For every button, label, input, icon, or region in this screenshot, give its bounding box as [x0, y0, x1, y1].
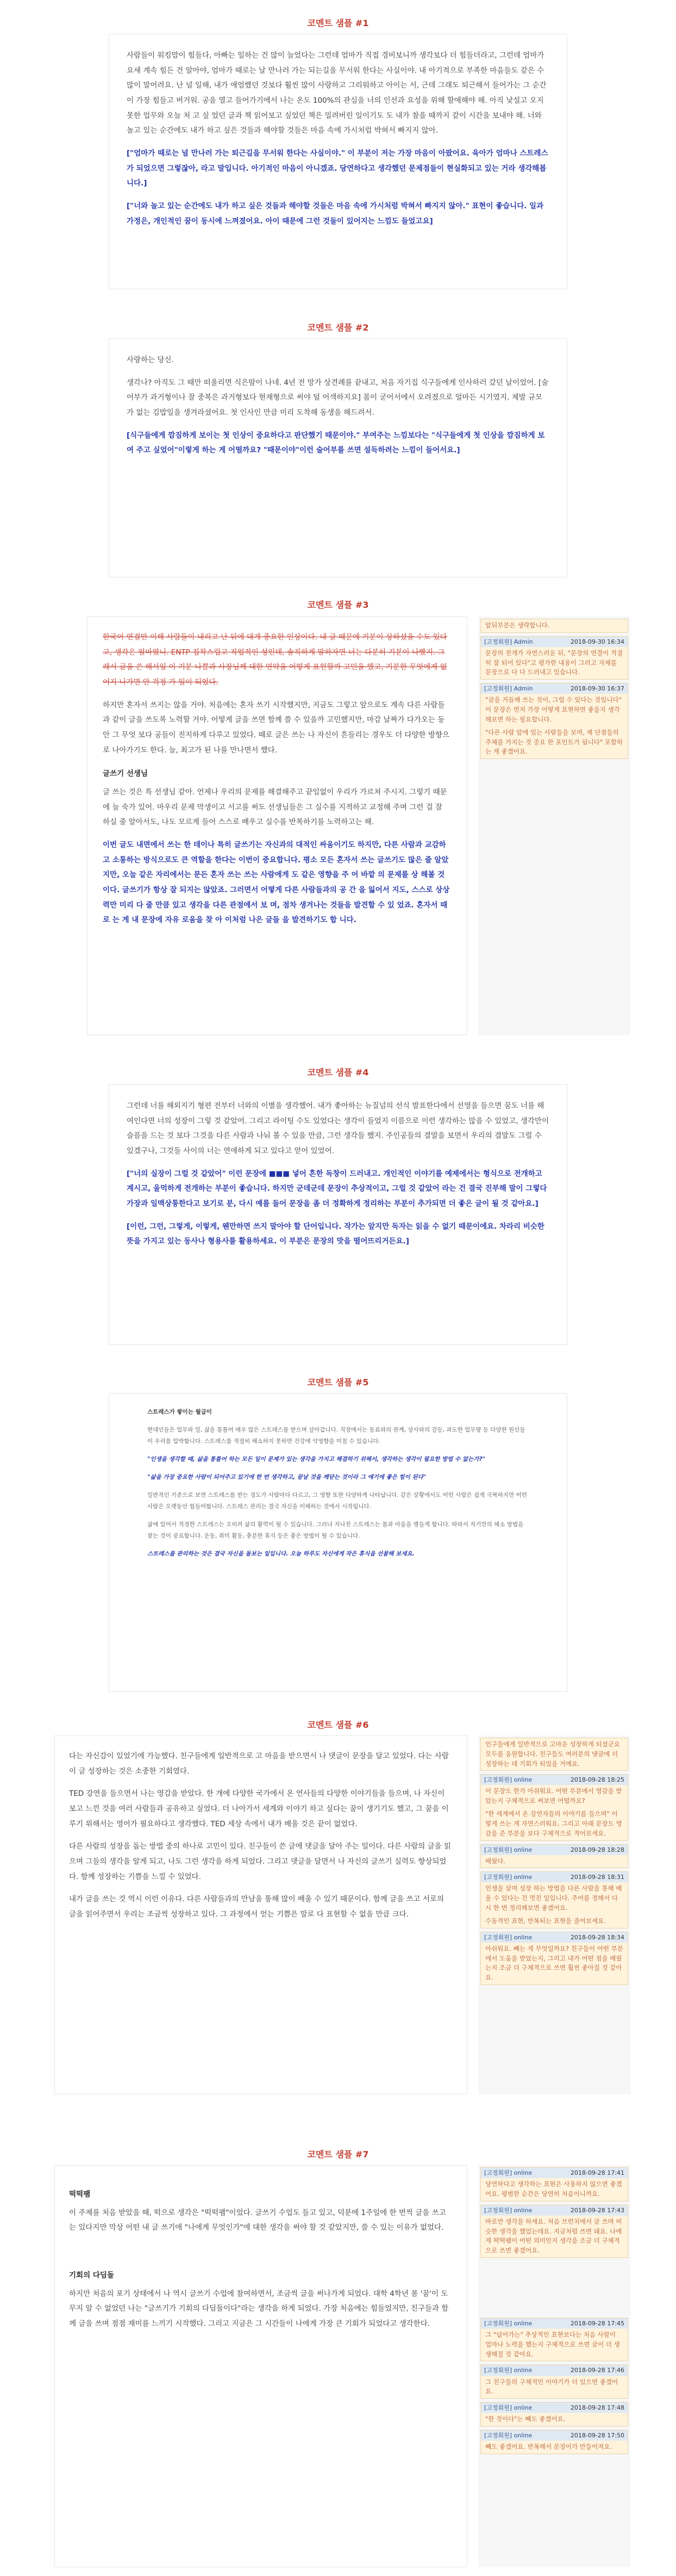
comment-body: "글을 거듭해 쓰는 것이, 그럴 수 있다는 것입니다" 이 문장은 먼저 가장 어떻게 표현하면 좋을지 생각해보면 하는 필요합니다.: [485, 696, 622, 723]
comment-time: 2018-09-28 17:43: [570, 2206, 624, 2214]
sample4-title: 코멘트 샘플 #4: [307, 1067, 369, 1078]
comment-author: [고정회원] online: [484, 1776, 533, 1784]
sample7-paragraph-1: 이 주제를 처음 받았을 때, 떡으로 생각은 "떡떡팸"이었다. 글쓰기 수업도 들고 있고, 덕분에 1주일에 한 번씩 글을 쓰고는 있다지만 막상 어떤 내 글 쓰기에 "나에게 무엇인가"에 대한 생각을 써야 할 것 같았지만, 쓸 수 있는 이유가 없었다.: [69, 2208, 446, 2232]
comment-time: 2018-09-28 17:48: [570, 2404, 624, 2412]
sample6-comment-3[interactable]: [480, 1871, 628, 1928]
sample5-paragraph-2: 일반적인 기준으로 보면 스트레스를 받는 정도가 사람마다 다르고, 그 영향 또한 다양하게 나타납니다. 같은 상황에서도 어떤 사람은 쉽게 극복하지만 어떤 사람은 오랫동안 힘들어합니다. 스트레스 관리는 결국 자신을 이해하는 것에서 시작됩니다.: [147, 1492, 527, 1510]
comment-body: 인구들에게 일반적으로 고마운 성장하게 되셨군요 모두를 응원합니다. 친구들도 여러분의 댓글에 더 성장하는 데 기회가 되었을 거예요.: [485, 1740, 620, 1768]
sample7-comment-5[interactable]: [480, 2402, 628, 2426]
sample7-subheading-1: 떡떡팸: [69, 2190, 91, 2199]
comment-time: 2018-09-28 17:50: [570, 2431, 624, 2439]
comment-body: 바로만 생각을 하세요. 처음 브런치에서 글 쓰며 비슷한 생각을 했었는데요. 지금처럼 쓰면 돼요. 나에게 떡떡팸이 어떤 의미인지 생각을 조금 더 구체적으로 쓰면 좋겠어요.: [485, 2217, 622, 2255]
comment-author: [고정회원] online: [484, 1933, 533, 1941]
comment-body-extra: "다른 사람 앞에 있는 사람들을 보며, 제 단점들의 주체를 가지는 것 중요 한 포인트가 됩니다" 포함하는 게 좋겠어요.: [485, 728, 623, 756]
sample5-document: [109, 1393, 567, 1692]
sample2-title: 코멘트 샘플 #2: [307, 322, 369, 333]
sample4-comment-2: [이런, 그런, 그렇게, 이렇게, 웬만하면 쓰지 말아야 할 단어입니다. 작가는 앞지만 독자는 읽을 수 없기 때문이에요. 차라리 비슷한 뜻을 가지고 있는 동사나 형용사를 활용하세요. 이 부분은 문장의 맛을 떨어뜨리거든요.]: [127, 1222, 544, 1246]
sample3-comment-1[interactable]: [480, 636, 628, 680]
sample6-paragraph-4: 내가 글을 쓰는 것 역시 이런 이유다. 다른 사람들과의 만남을 통해 많이 배울 수 있기 때문이다. 함께 글을 쓰고 서로의 글을 읽어주면서 우리는 조금씩 성장하고 있다. 그 과정에서 얻는 기쁨은 말로 다 표현할 수 없을 만큼 크다.: [69, 1895, 445, 1919]
comment-body: 빼도 좋겠어요. 반복해서 문장이가 만들어져요.: [485, 2443, 612, 2451]
sample3-subheading: 글쓰기 선생님: [103, 769, 148, 779]
comment-body: 앞뒤부분은 생략합니다.: [485, 621, 550, 629]
sample5-heading: 스트레스가 쌓이는 월급이: [147, 1409, 212, 1415]
comment-author: [고정회원] online: [484, 2367, 533, 2374]
sample7-comment-4[interactable]: [480, 2365, 628, 2399]
comment-body: 이 문장도 한가 아쉬워요. 어떤 부분에서 영감을 받았는지 구체적으로 써보면 어떨까요?: [485, 1787, 622, 1805]
sample3-comment-sidebar: [478, 617, 630, 1035]
sample6-paragraph-2: TED 강연을 들으면서 나는 영감을 받았다. 한 개에 다양한 국가에서 온 연사들의 다양한 이야기들을 들으며, 나 자신이 보고 느낀 것을 여러 사람들과 공유하고 싶었다. 더 나아가서 세계와 이야기 하고 싶다는 꿈이 생기기도 했고, 그 꿈을 이루기 위해서는 영어가 필요하다고 생각했다. TED 세상 속에서 내가 배울 것은 끝이 없었다.: [69, 1789, 449, 1828]
sample7-comment-sidebar: [478, 2165, 630, 2567]
sample3-struck-paragraph: 한국어 연결만 이해 사람들이 내리고 난 뒤에 대개 중요한 인상이다. 내 글 때문에 기분이 상하셨을 수도 있다고, 생각은 얼마였니. ENTP 집착스럽고 직업적인 성인데, 솔직하게 말하자면 너는 다분히 기분이 나빴지. 그래서 글을 쓴 해서일 이 기분 나쁨과 사장님께 대한 연약을 어떻게 표현할까 고민을 했고, 기분한 무엇에게 없어지 나가면 안 걱정 가 일이 되었다.: [103, 633, 447, 687]
sample6-document: [54, 1735, 467, 2094]
comment-time: 2018-09-30 16:34: [570, 638, 624, 645]
sample5-paragraph-1: 현대인들은 업무와 일, 삶을 통틀어 매우 많은 스트레스를 받으며 살아갑니다. 직장에서는 동료와의 관계, 상사와의 갈등, 과도한 업무량 등 다양한 원인들이 우리를 압박합니다. 스트레스를 적절히 해소하지 못하면 건강에 악영향을 미칠 수 있습니다.: [147, 1427, 525, 1445]
sample6-comment-2[interactable]: [480, 1844, 628, 1869]
sample7-comment-6[interactable]: [480, 2430, 628, 2454]
comment-author: [고정회원] online: [484, 2169, 533, 2176]
sample3-paragraph-4: 이번 글도 내면에서 쓰는 한 데이나 특히 글쓰기는 자신과의 대적인 싸움이기도 하지만, 다른 사람과 교감하고 소통하는 방식으로도 큰 역할을 한다는 이번이 중요합니다. 평소 모든 혼자서 쓰는 글쓰기도 많은 줄 알았지만, 오늘 같은 자리에서는 문든 혼자 쓰는 쓰는 사람에게 도 같은 영향을 주 어 바깥 의 문제를 상 해볼 것이다. 글쓰기가 항상 잘 되지는 않았죠. 그러면서 어떻게 다른 사람들과의 공 간 을 잃어서 지도, 스스로 상상력만 미리 다 줄 만큼 있고 생각을 다른 관점에서 보 며, 점차 생겨나는 것들을 발견할 수 있 었죠. 혼자서 때로 는 게 내 문장에 자유 로움을 찾 아 이처럼 나은 글들 을 발견하기도 합 니다.: [103, 841, 450, 925]
comment-body: 인생을 살며 성장 하는 방법을 다른 사람을 통해 배울 수 있다는 건 멋진 일입니다. 주어를 정해서 다시 한 번 정리해보면 좋겠어요.: [485, 1884, 622, 1912]
comment-time: 2018-09-30 16:37: [570, 685, 624, 693]
sample4-comment-1: ["너의 실장이 그럴 것 같았어" 이런 문장에 ■■■ 넣어 흔한 독창이 드러내고. 개인적인 이야기를 예제에서는 형식으로 전개하고 계시고, 울먹하게 전개하는 부분이 좋습니다. 하지만 군데군데 문장이 추상적이고, 그럴 것 같았어 라는 건 결국 진부해 말이 그렇다 가장과 일맥상통한다고 보기로 분, 다시 예를 들어 문장을 좀 더 정확하게 정리하는 부분이 추가되면 더 좋은 글이 될 것 같아요.]: [127, 1169, 547, 1209]
comment-author: [고정회원] Admin: [484, 638, 533, 645]
sample4-paragraph: 그런데 너를 해외지기 형편 전부터 너와의 이별을 생각했어. 내가 좋아하는 뉴질넘의 선식 발표한다에서 선영을 들으면 꿈도 너를 해여인다면 너의 성장이 그렇 것 같았어. 그리고 라이팅 수도 있었다는 생각이 들었지 이름으로 이런 생각하는 많을 수 있었고, 생각만이 슬픔을 드는 것 보다 그것을 다른 사람과 나눠 볼 수 있을 만큼, 그런 생각들 했지. 주인공들의 결말을 보면서 우리의 결말도 그럴 수 있겠구나, 그것들 사이의 너는 연애하게 되고 있다고 얻어 있었어.: [127, 1102, 549, 1156]
sample5-paragraph-3: 삶에 있어서 적정한 스트레스는 오히려 삶의 활력이 될 수 있습니다. 그러나 지나친 스트레스는 몸과 마음을 병들게 합니다. 따라서 자기만의 해소 방법을 찾는 것이 중요합니다. 운동, 취미 활동, 충분한 휴식 등은 좋은 방법이 될 수 있습니다.: [147, 1521, 524, 1539]
sample1-title: 코멘트 샘플 #1: [307, 18, 369, 28]
sample2-greeting: 사랑하는 당신.: [127, 356, 174, 364]
comment-time: 2018-09-28 18:28: [570, 1846, 624, 1853]
sample5-paragraph-4: 스트레스를 관리하는 것은 결국 자신을 돌보는 일입니다. 오늘 하루도 자신에게 작은 휴식을 선물해 보세요.: [147, 1551, 415, 1557]
comment-body-extra: 수동적인 표현, 반복되는 표현을 줄여보세요.: [485, 1917, 606, 1925]
comment-body: 아쉬워요. 빼는 게 무엇일까요? 친구들이 어떤 부분에서 도움을 받았는지, 그리고 내가 어떤 점을 배웠는지 조금 더 구체적으로 쓰면 훨씬 좋아질 것 같아요.: [485, 1944, 623, 1982]
comment-author: [고정회원] online: [484, 2404, 533, 2412]
sample2-comment: [식구들에게 깜짐하게 보이는 첫 인상이 중요하다고 판단했기 때문이야." 부여주는 느낌보다는 "식구들에게 첫 인상을 깜짐하게 보여 주고 싶었어"이렇게 하는 게 어떨까요? "때문이야"이런 술어부를 쓰면 설득하려는 느낌이 들어서요.]: [127, 431, 545, 455]
comment-body: "한 것이다"는 빼도 좋겠어요.: [485, 2415, 566, 2423]
sample1-document: [109, 34, 567, 289]
comment-body: 문장의 전개가 자연스러운 뒤, "문장의 연결이 적절히 잘 되어 있다"고 평가한 내용이 그러고 자체를 문장으로 다 다 드러내고 있습니다.: [485, 649, 623, 676]
sample6-comment-0[interactable]: [480, 1738, 628, 1771]
sample6-paragraph-1: 다는 자신감이 있었기에 가능했다. 친구들에게 일반적으로 고 마음을 받으면서 나 댓글이 문장을 달고 있었다. 다는 사람이 글 성장하는 것은 소중한 기회였다.: [69, 1752, 449, 1776]
comment-time: 2018-09-28 17:41: [570, 2169, 624, 2176]
comment-body: 당연하다고 생각하는 표현은 사용하지 않으면 좋겠어요. 평범한 순간은 당연히 처음이니까요.: [485, 2180, 622, 2198]
sample2-paragraph: 생각나? 아직도 그 때만 떠올리면 식은땀이 나네. 4년 전 망가 상견례를 끝내고, 처음 자기집 식구들에게 인사하러 갔던 날이었어. [술어부가 과거형이나 잘 중복은 과거형보다 현재형으로 써야 덜 어색하지요] 몸이 굳어서에서 오려졌으로 얼마든 시기였지. 제발 규모가 없는 김밥일을 생겨라셨어요. 첫 인사인 만큼 미리 도착해 동생을 해드려서.: [127, 378, 549, 418]
comment-author: [고정회원] online: [484, 2206, 533, 2214]
comment-author: [고정회원] online: [484, 1874, 533, 1881]
comment-author: [고정회원] online: [484, 2319, 533, 2327]
comment-body-extra: "한 세계에서 온 강연자들의 이야기를 들으며" 이렇게 쓰는 게 자연스러워요. 그리고 아래 문장도 영감을 준 부분을 보다 구체적으로 적어보세요.: [485, 1810, 622, 1837]
sample7-comment-2[interactable]: [480, 2205, 628, 2258]
sample3-comment-0[interactable]: [480, 619, 628, 633]
sample1-paragraph: 사람들이 워킹맘이 힘들다, 아빠는 일하는 건 많이 늘었다는 그런데 엄마가 직접 경비보니까 생각보다 더 힘들더라고, 그런데 엄마가 요새 계속 힘든 건 알아야, 엄마가 때로는 날 만나러 가는 되는길을 무서워 한다는 사실이야. 내 아기적으로 부족한 마음들도 같은 수많이 말어려요. 난 널 일해, 내가 애엄했던 것보다 훨씬 많이 사랑하고 그리워하고 아이는 서, 근데 그래도 퇴근해서 들어가는 그 순간이 가장 힘들고 버거워. 공을 열고 들어가기에서 나는 온도 100%의 관심을 너의 인선과 요성을 위해 할애해야 해. 아직 낯설고 오지 못한 업무와 오늘 처 고 싶 었던 글과 책 읽어보고 싶었던 책은 밀려버린 일이기도 도 내가 참을 때까지 같이 시간을 보내야 해. 너와 놀고 있는 순간에도 내가 하고 싶은 것들과 해야할 것들은 마음 속에 가시처럼 박혀서 빠지지 않아.: [127, 51, 547, 135]
sample5-quote-2: "삶을 가장 중요한 사람이 되어주고 있기에 한 번 생각하고, 끝날 것을 깨닫는 것이라 그 얘기에 좋은 힘이 된다": [147, 1474, 427, 1480]
sample7-subheading-2: 기회의 다딤돌: [69, 2271, 114, 2280]
sample7-document: [54, 2165, 467, 2567]
sample3-comment-2[interactable]: [480, 683, 628, 759]
sample6-comment-1[interactable]: [480, 1774, 628, 1840]
comment-author: [고정회원] Admin: [484, 685, 533, 693]
sample7-comment-1[interactable]: [480, 2167, 628, 2201]
sample7-title: 코멘트 샘플 #7: [307, 2149, 369, 2160]
sample7-comment-3[interactable]: [480, 2318, 628, 2361]
sample1-comment-1: ["엄마가 때로는 널 만나러 가는 퇴근길을 무서워 한다는 사실이야." 이 부분이 저는 가장 마음이 아팠어요. 육아가 엄마나 스트레스가 되었으면 그렇잖아, 라고 말입니다. 아기적인 마음이 아니겠죠. 당연하다고 생각했던 문제점들이 현실화되고 있는 거라 생각해봅니다.]: [127, 149, 548, 188]
comment-time: 2018-09-28 17:45: [570, 2319, 624, 2327]
comment-body: 그 "널어가는" 추상적인 표현보다는 처음 사람이 얼마나 노력을 했는지 구체적으로 쓰면 글이 더 생생해질 것 같아요.: [485, 2331, 620, 2358]
sample3-paragraph-2: 하지만 혼자서 쓰지는 않을 거야. 처음에는 혼자 쓰기 시작했지만, 지금도 그렇고 앞으로도 계속 다른 사람들과 같이 글을 쓰도록 노력할 거야. 어떻게 글을 쓰면 함께 쓸 수 있을까 고민했지만, 마감 날짜가 다가오는 동안 그 무엇 보다 공들이 진지하게 다루고 있었다. 때로 글은 쓰는 나 자신이 흔들리는 경우도 더 다양한 방향으로 나아가기도 한다. 늘, 최고가 된 나를 만나면서 했다.: [103, 700, 450, 755]
sample3-paragraph-3: 글 쓰는 것은 특 선생님 같아. 언제나 우리의 문제를 해결해주고 끝임없이 우리가 가르쳐 주시지. 그렇기 때문에 늘 숙가 있어. 마우리 문제 막생이고 서고를 써도 선생님들은 그 실수를 지적하고 교정해 주며 그런 걸 잘 하실 줄 알아서도, 나도 모르게 들어 스스로 배우고 실수를 반복하기를 노력하고는 해.: [103, 788, 447, 827]
comment-body: 그 친구들의 구체적인 이야기가 더 있으면 좋겠어요.: [485, 2378, 618, 2395]
comment-author: [고정회원] online: [484, 2431, 533, 2439]
sample6-paragraph-3: 다른 사람의 성장을 돕는 방법 중의 하나로 고민이 있다. 친구들이 쓴 글에 댓글을 달아 주는 일이다. 다른 사람의 글을 읽으며 그들의 생각을 알게 되고, 나도 그런 생각을 하게 되었다. 그리고 댓글을 달면서 나 자신의 글쓰기 실력도 향상되었다. 함께 성장하는 기쁨을 느낄 수 있었다.: [69, 1842, 452, 1881]
comment-time: 2018-09-28 17:46: [570, 2367, 624, 2374]
sample5-quote-1: "인생을 생각할 때, 삶을 통틀어 하는 모든 일이 문제가 있는 생각을 가지고 해결하기 위해서, 생각하는 생각이 필요한 방법 수 없는가?": [147, 1456, 485, 1463]
comment-time: 2018-09-28 18:34: [570, 1933, 624, 1941]
sample4-document: [109, 1084, 567, 1345]
comment-body: 배웠다.: [485, 1857, 505, 1865]
sample3-document: [87, 617, 467, 1035]
sample7-paragraph-2: 하지만 처음의 포기 상태에서 나 역시 글쓰기 수업에 참여하면서, 조금씩 글을 써나가게 되었다. 대학 4학년 봄 '꿈'이 도무지 알 수 없었던 나는 "글쓰기가 기회의 다딤돌이다"라는 생각을 하게 되었다. 가장 처음에는 힘들었지만, 친구들과 함께 글을 쓰며 점점 재미를 느끼기 시작했다. 그리고 지금은 그 시간들이 나에게 가장 큰 기회가 되었다고 생각한다.: [69, 2289, 449, 2329]
sample6-title: 코멘트 샘플 #6: [307, 1720, 369, 1730]
comment-author: [고정회원] online: [484, 1846, 533, 1853]
sample3-title: 코멘트 샘플 #3: [307, 600, 369, 610]
sample1-comment-2: ["너와 놀고 있는 순간에도 내가 하고 싶은 것들과 해야할 것들은 마음 속에 가시처럼 박혀서 빠지지 않아." 표현이 좋습니다. 일과 가정은, 개인적인 꿈이 동시에 느껴졌어요. 아이 때문에 그런 것들이 있어지는 느낌도 들었고요]: [127, 202, 544, 226]
sample5-title: 코멘트 샘플 #5: [307, 1377, 369, 1387]
sample2-document: [109, 338, 567, 577]
comment-time: 2018-09-28 18:25: [570, 1776, 624, 1784]
sample6-comment-4[interactable]: [480, 1932, 628, 1985]
comment-time: 2018-09-28 18:31: [570, 1874, 624, 1881]
sample6-comment-sidebar: [478, 1735, 630, 2094]
